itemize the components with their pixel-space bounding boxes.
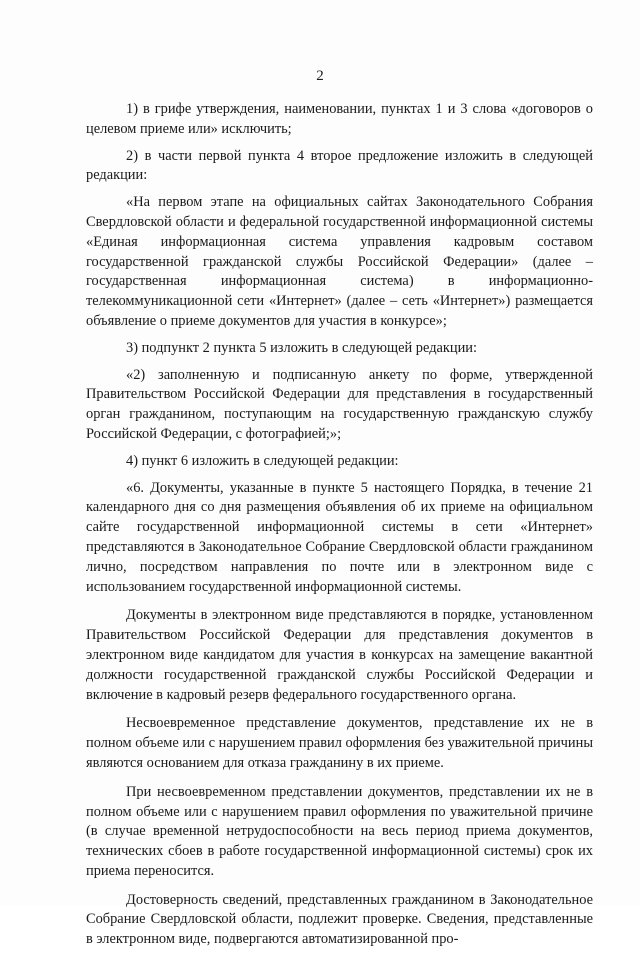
paragraph-6: 4) пункт 6 изложить в следующей редакции: (126, 452, 399, 469)
paragraph-8: Документы в электронном виде представляются в порядке, установленном Правительством Российской Федерации для представления документов в электронном виде кандидатом для участия в конкурсах на замещение вакантной должности государственной гражданской службы Российской Федерации и включение в кадровый резерв федерального государственного органа. (86, 607, 593, 703)
page-number: 2 (316, 68, 324, 84)
paragraph-2: 2) в части первой пункта 4 второе предложение изложить в следующей редакции: (86, 147, 593, 184)
paragraph-5: «2) заполненную и подписанную анкету по форме, утвержденной Правительством Российской Федерации для представления в государственный орган гражданином, поступающим на государственную гражданскую службу Российской Федерации, с фотографией;»; (86, 366, 593, 442)
paragraph-3: «На первом этапе на официальных сайтах Законодательного Собрания Свердловской области и федеральной государственной информационной системы «Единая информационная система управления кадровым составом государственной гражданской службы Российской Федерации» (далее – государственная информационная система) в информационно-телекоммуникационной сети «Интернет» (далее – сеть «Интернет») размещается объявление о приеме документов для участия в конкурсе»; (86, 194, 593, 329)
paragraph-10: При несвоевременном представлении документов, представлении их не в полном объеме или с нарушением правил оформления по уважительной причине (в случае временной нетрудоспособности на весь период приема документов, технических сбоев в работе государственной информационной системы) срок их приема переносится. (86, 783, 593, 879)
paragraph-11: Достоверность сведений, представленных гражданином в Законодательное Собрание Свердловской области, подлежит проверке. Сведения, представленные в электронном виде, подвергаются автоматизированной про- (86, 891, 593, 948)
paragraph-7: «6. Документы, указанные в пункте 5 настоящего Порядка, в течение 21 календарного дня со дня размещения объявления об их приеме на официальном сайте государственной информационной системы в сети «Интернет» представляются в Законодательное Собрание Свердловской области гражданином лично, посредством направления по почте или в электронном виде с использованием государственной информационной системы. (86, 479, 593, 595)
paragraph-4: 3) подпункт 2 пункта 5 изложить в следующей редакции: (126, 339, 477, 356)
paragraph-9: Несвоевременное представление документов, представление их не в полном объеме или с нарушением правил оформления без уважительной причины являются основанием для отказа гражданину в их приеме. (86, 715, 593, 771)
paragraph-1: 1) в грифе утверждения, наименовании, пунктах 1 и 3 слова «договоров о целевом приеме или» исключить; (86, 101, 593, 137)
document-body (86, 100, 593, 957)
